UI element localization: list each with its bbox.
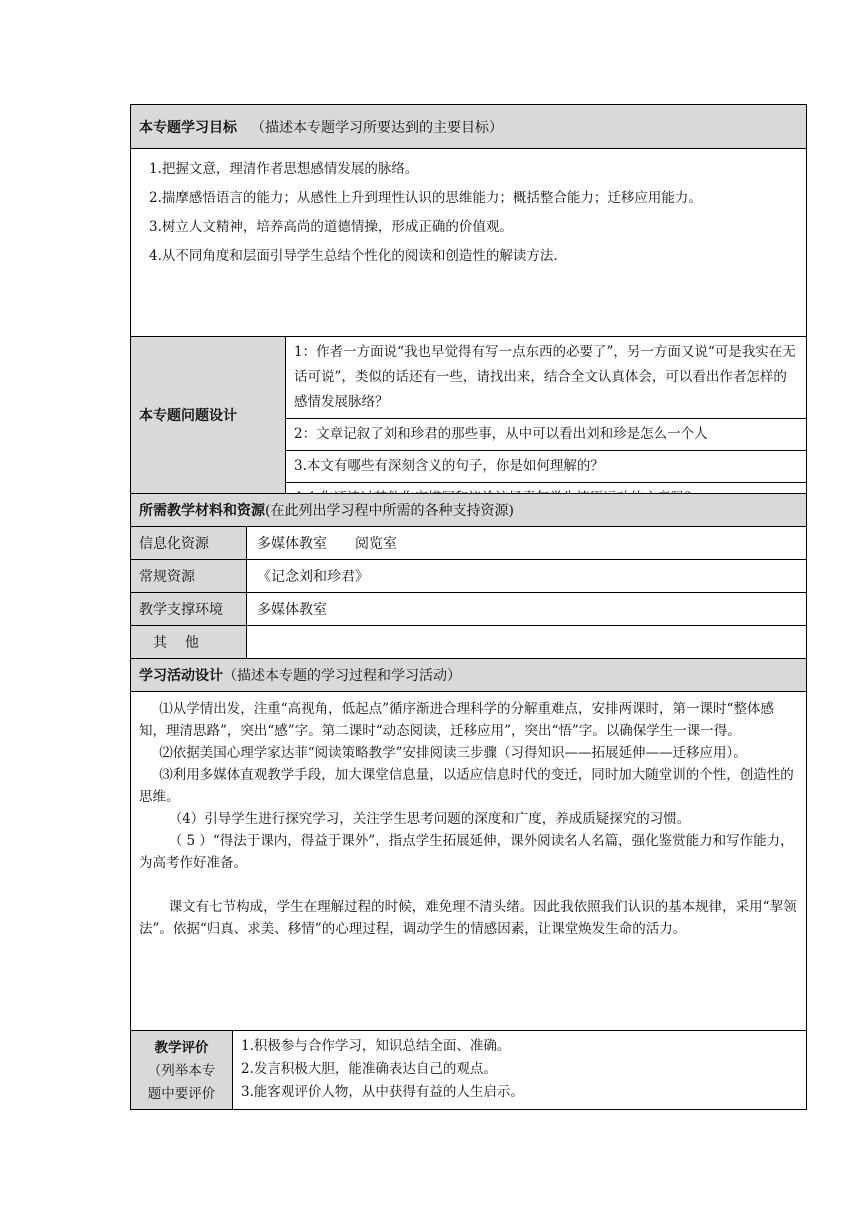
resource-label: 信息化资源 (131, 527, 247, 559)
evaluation-title: 教学评价 (154, 1040, 209, 1056)
evaluation-sub: 题中要评价 (147, 1086, 216, 1102)
activity-paragraph: ⑵依据美国心理学家达菲“阅读策略教学”安排阅读三步骤（习得知识——拓展延伸——迁移应用）。 (159, 745, 747, 761)
resource-label: 其他 (131, 626, 247, 658)
questions-list (286, 337, 806, 493)
goals-note: （描述本专题学习所要达到的主要目标） (251, 119, 503, 136)
activities-title: 学习活动设计 (139, 668, 223, 684)
resources-title: 所需教学材料和资源 (139, 503, 265, 519)
resource-row (130, 626, 807, 659)
goals-header (130, 104, 807, 149)
question-item: 3.本文有哪些有深刻含义的句子，你是如何理解的？ (286, 451, 806, 483)
activity-paragraph: 课文有七节构成，学生在理解过程的时候，难免理不清头绪。因此我依照我们认识的基本规律，采用“挈领法”。依据“归真、求美、移情”的心理过程，调动学生的情感因素，让课堂焕发生命的活力。 (139, 899, 797, 937)
question-item: 2：文章记叙了刘和珍君的那些事，从中可以看出刘和珍是怎么一个人 (286, 419, 806, 451)
activity-paragraph: （4）引导学生进行探究学习，关注学生思考问题的深度和广度，养成质疑探究的习惯。 (168, 811, 691, 827)
resource-value: 多媒体教室 (257, 602, 327, 618)
activities-note: （描述本专题的学习过程和学习活动） (223, 668, 461, 684)
questions-section (130, 337, 807, 494)
resource-value (247, 626, 806, 658)
resource-value: 多媒体教室 阅览室 (257, 536, 397, 552)
resource-row (130, 527, 807, 560)
lesson-plan-table (130, 104, 807, 1110)
activity-paragraph: ⑴从学情出发，注重“高视角，低起点”循序渐进合理科学的分解重难点，安排两课时，第一课时“整体感知，理清思路”，突出“感”字。第二课时“动态阅读，迁移应用”，突出“悟”字。以确保学生一课一得。 (139, 701, 774, 739)
resource-value: 《记念刘和珍君》 (257, 569, 369, 585)
evaluation-item: 1.积极参与合作学习，知识总结全面、准确。 (241, 1038, 511, 1054)
resource-label: 教学支撑环境 (131, 593, 247, 625)
evaluation-item: 2.发言积极大胆，能准确表达自己的观点。 (241, 1061, 497, 1077)
questions-title: 本专题问题设计 (131, 337, 286, 493)
goal-item: 3.树立人文精神，培养高尚的道德情操，形成正确的价值观。 (149, 219, 513, 235)
activities-content (130, 692, 807, 1031)
goal-item: 4.从不同角度和层面引导学生总结个性化的阅读和创造性的解读方法. (149, 248, 558, 264)
resources-header (130, 494, 807, 527)
goal-item: 1.把握文意，理清作者思想感情发展的脉络。 (149, 161, 419, 177)
resource-label: 常规资源 (131, 560, 247, 592)
evaluation-section (130, 1031, 807, 1110)
resources-note: (在此列出学习程中所需的各种支持资源) (265, 503, 514, 519)
evaluation-sub: （列举本专 (147, 1063, 216, 1079)
evaluation-label (131, 1031, 233, 1109)
evaluation-item: 3.能客观评价人物，从中获得有益的人生启示。 (241, 1084, 524, 1100)
activities-header (130, 659, 807, 692)
goals-title: 本专题学习目标 (139, 119, 237, 136)
activity-paragraph: ⑶利用多媒体直观教学手段，加大课堂信息量，以适应信息时代的变迁，同时加大随堂训的个性，创造性的思维。 (139, 767, 794, 805)
evaluation-list (233, 1031, 806, 1109)
question-item: 1：作者一方面说“我也早觉得有写一点东西的必要了”，另一方面又说“可是我实在无话可说”，类似的话还有一些，请找出来，结合全文认真体会，可以看出作者怎样的感情发展脉络？ (286, 337, 806, 419)
goals-content (130, 149, 807, 337)
activity-paragraph: （ 5 ）“得法于课内，得益于课外”，指点学生拓展延伸，课外阅读名人名篇，强化鉴赏能力和写作能力，为高考作好准备。 (139, 833, 794, 871)
resource-row (130, 593, 807, 626)
goal-item: 2.揣摩感悟语言的能力；从感性上升到理性认识的思维能力；概括整合能力；迁移应用能力。 (149, 190, 702, 206)
paragraph-gap (139, 874, 798, 896)
resource-row (130, 560, 807, 593)
